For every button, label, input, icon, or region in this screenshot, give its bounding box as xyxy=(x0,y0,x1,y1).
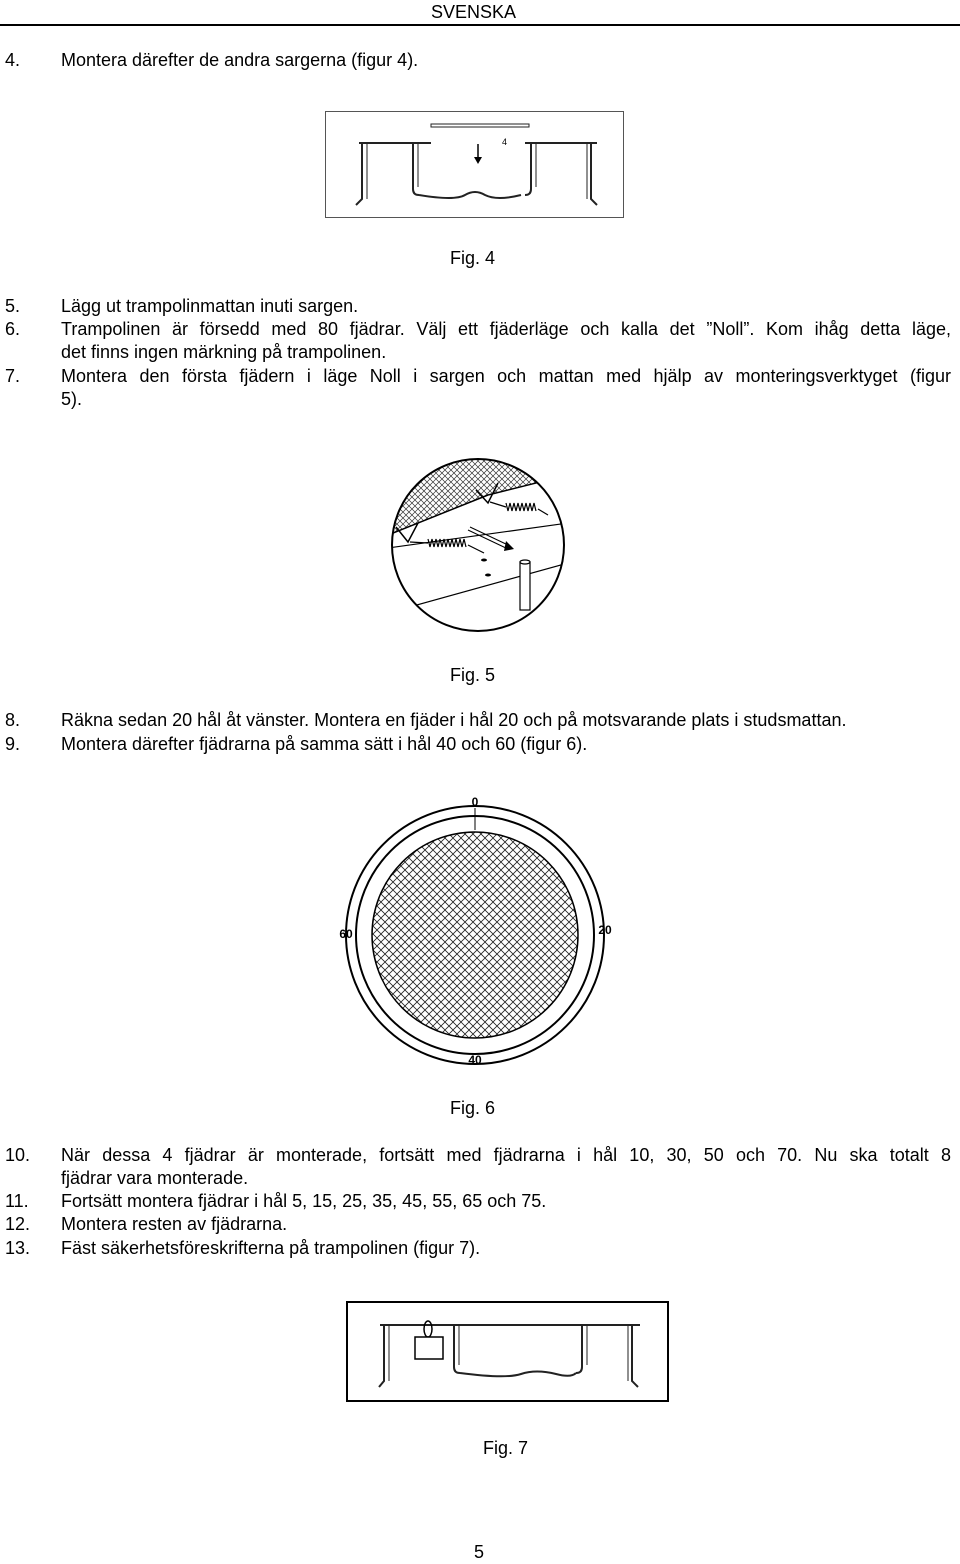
step-number: 10. xyxy=(5,1145,31,1165)
page-number: 5 xyxy=(474,1542,485,1562)
fig6-label-right: 20 xyxy=(598,923,612,937)
step-number: 5. xyxy=(5,296,21,316)
step-text: Lägg ut trampolinmattan inuti sargen. xyxy=(61,296,359,316)
figure-4-caption: Fig. 4 xyxy=(450,248,496,268)
step-text: Fäst säkerhetsföreskrifterna på trampolinen (figur 7). xyxy=(61,1238,481,1258)
step-text: Montera därefter fjädrarna på samma sätt i hål 40 och 60 (figur 6). xyxy=(61,734,588,754)
step-number: 9. xyxy=(5,734,21,754)
step-number: 13. xyxy=(5,1238,31,1258)
figure-7 xyxy=(346,1301,670,1403)
step-text-continued: fjädrar vara monterade. xyxy=(61,1168,249,1188)
step-text: Räkna sedan 20 hål åt vänster. Montera en fjäder i hål 20 och på motsvarande plats i studsmattan. xyxy=(61,710,847,730)
step-text-continued: det finns ingen märkning på trampolinen. xyxy=(61,342,387,362)
step-number: 11. xyxy=(5,1191,29,1211)
step-number: 6. xyxy=(5,319,21,339)
header-rule xyxy=(0,24,960,26)
fig4-label: 4 xyxy=(502,137,508,147)
figure-4 xyxy=(325,111,625,219)
step-number: 7. xyxy=(5,366,21,386)
fig6-label-bottom: 40 xyxy=(468,1053,482,1067)
step-number: 4. xyxy=(5,50,21,70)
step-text-continued: 5). xyxy=(61,389,83,409)
figure-5-caption: Fig. 5 xyxy=(450,665,496,685)
fig6-label-left: 60 xyxy=(339,927,353,941)
step-text: Fortsätt montera fjädrar i hål 5, 15, 25, 35, 45, 55, 65 och 75. xyxy=(61,1191,547,1211)
fig6-label-top: 0 xyxy=(471,795,479,809)
step-text: Montera resten av fjädrarna. xyxy=(61,1214,288,1234)
figure-6 xyxy=(325,790,625,1070)
header-language: SVENSKA xyxy=(431,2,517,22)
figure-5 xyxy=(388,455,568,635)
step-text: Montera den första fjädern i läge Noll i sargen och mattan med hjälp av monteringsverktyget (figur xyxy=(61,366,951,386)
step-number: 8. xyxy=(5,710,21,730)
step-text: När dessa 4 fjädrar är monterade, fortsätt med fjädrarna i hål 10, 30, 50 och 70. Nu ska totalt 8 xyxy=(61,1145,951,1165)
step-text: Trampolinen är försedd med 80 fjädrar. Välj ett fjäderläge och kalla det ”Noll”. Kom ihåg detta läge, xyxy=(61,319,951,339)
figure-6-caption: Fig. 6 xyxy=(450,1098,496,1118)
step-text: Montera därefter de andra sargerna (figur 4). xyxy=(61,50,419,70)
step-number: 12. xyxy=(5,1214,31,1234)
figure-7-caption: Fig. 7 xyxy=(483,1438,529,1458)
